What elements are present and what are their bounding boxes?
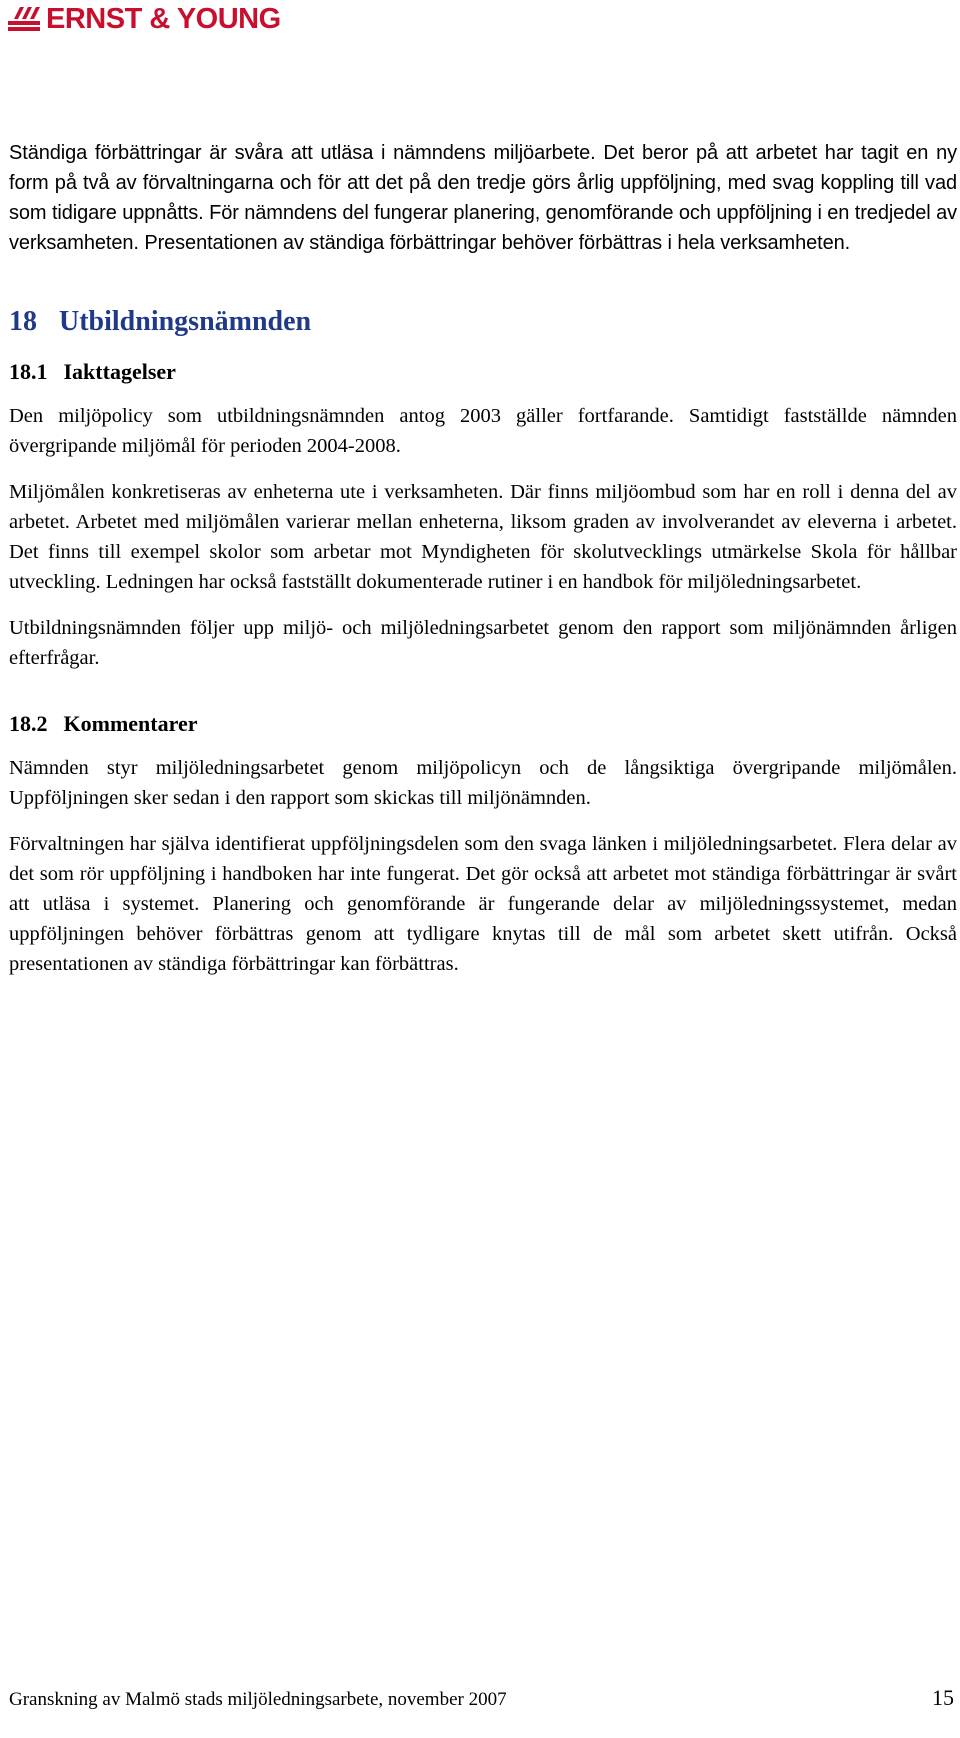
subsection-heading-observations [9, 357, 957, 387]
subsection-number: 18.2 [9, 711, 48, 736]
paragraph: Nämnden styr miljöledningsarbetet genom miljöpolicyn och de långsiktiga övergripande miljömålen. Uppföljningen sker sedan i den rapport som skickas till miljönämnden. [9, 757, 957, 809]
subsection-title: Kommentarer [63, 711, 198, 736]
subsection-title: Iakttagelser [63, 359, 176, 384]
section-title: Utbildningsnämnden [59, 306, 312, 337]
subsection-heading-comments [9, 709, 957, 739]
page-footer [9, 1683, 954, 1711]
section-number: 18 [9, 306, 37, 337]
intro-paragraph: Ständiga förbättringar är svåra att utläsa i nämndens miljöarbete. Det beror på att arbetet har tagit en ny form på två av förvaltningarna och för att det på den tredje görs årlig uppföljning, med svag koppling till vad som tidigare uppnåtts. För nämndens del fungerar planering, genomförande och uppföljning i en tredjedel av verksamheten. Presentationen av ständiga förbättringar behöver förbättras i hela verksamheten. [9, 142, 957, 254]
page-number: 15 [932, 1685, 954, 1710]
section-heading [9, 304, 957, 340]
paragraph: Förvaltningen har själva identifierat uppföljningsdelen som den svaga länken i miljöledningsarbetet. Flera delar av det som rör uppföljning i handboken har inte fungerat. Det gör också att arbetet mot ständiga förbättringar är svårt att utläsa i systemet. Planering och genomförande är fungerande delar av miljöledningssystemet, medan uppföljningen behöver förbättras genom att tydligare knytas till de mål som arbetet skett utifrån. Också presentationen av ständiga förbättringar kan förbättras. [9, 833, 957, 975]
paragraph: Miljömålen konkretiseras av enheterna ute i verksamheten. Där finns miljöombud som har en roll i denna del av arbetet. Arbetet med miljömålen varierar mellan enheterna, liksom graden av involverandet av eleverna i arbetet. Det finns till exempel skolor som arbetar mot Myndigheten för skolutvecklings utmärkelse Skola för hållbar utveckling. Ledningen har också fastställt dokumenterade rutiner i en handbok för miljöledningsarbetet. [9, 481, 957, 593]
paragraph: Utbildningsnämnden följer upp miljö- och miljöledningsarbetet genom den rapport som miljönämnden årligen efterfrågar. [9, 617, 957, 669]
paragraph: Den miljöpolicy som utbildningsnämnden antog 2003 gäller fortfarande. Samtidigt fastställde nämnden övergripande miljömål för perioden 2004-2008. [9, 405, 957, 457]
subsection-number: 18.1 [9, 359, 48, 384]
document-body [9, 138, 957, 979]
footer-document-title: Granskning av Malmö stads miljöledningsarbete, november 2007 [9, 1689, 507, 1710]
ernst-young-logo-icon [8, 5, 40, 33]
company-logo [8, 2, 281, 36]
logo-text: ERNST & YOUNG [46, 3, 281, 35]
